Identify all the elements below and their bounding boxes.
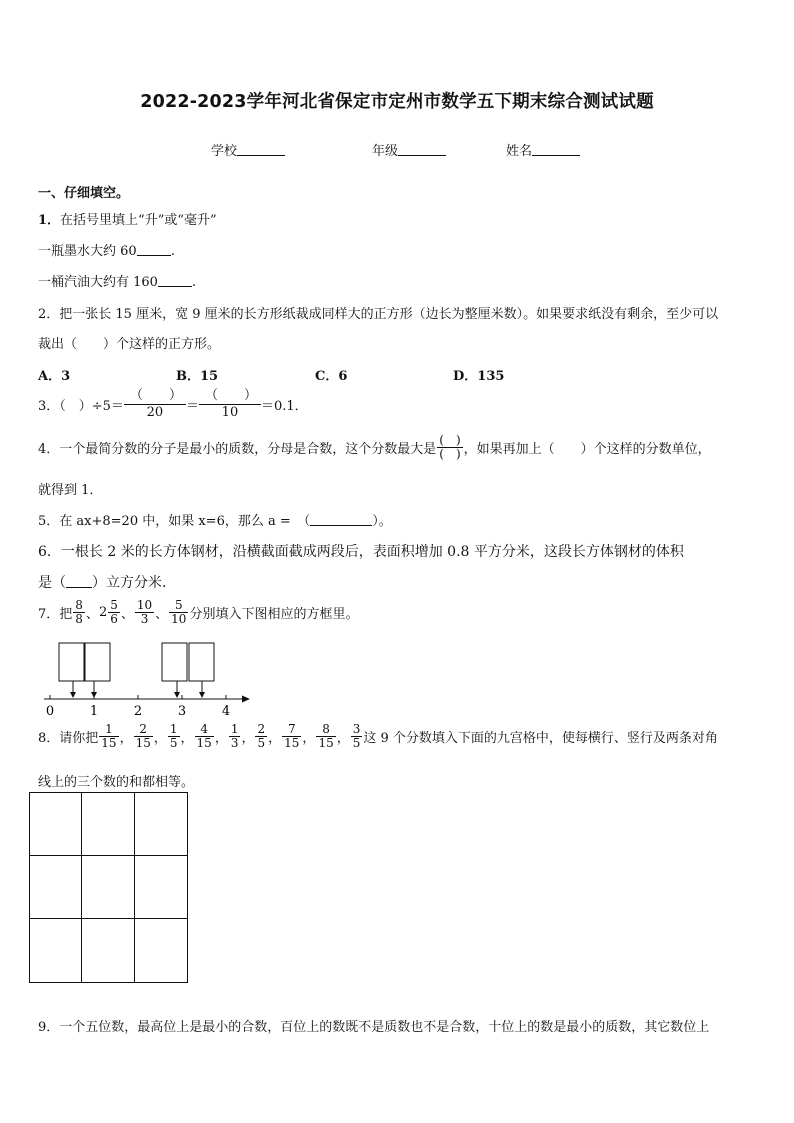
answer-blank [137,244,171,256]
fraction-numerator: 4 [195,723,214,737]
mixed-whole: 2 [98,604,108,620]
separator: ， [302,730,316,746]
option-b: B．15 [176,369,219,384]
fraction-numerator: 1 [230,722,239,736]
answer-box [59,643,84,681]
fraction-denominator: 3 [230,735,239,750]
answer-box [162,643,187,681]
fraction-numerator: 2 [257,722,266,736]
question-text: 在括号里填上“升”或“毫升” [60,213,217,228]
separator: ， [180,730,194,746]
tick-label: 2 [133,704,143,719]
fraction-denominator: 15 [135,735,151,750]
question-6-line2 [38,572,166,592]
question-1a [38,240,175,259]
fraction [99,723,118,749]
answer-box [85,643,110,681]
fraction-numerator: 3 [352,722,361,736]
fraction [199,388,261,422]
fraction [282,723,301,749]
fraction-denominator: 5 [169,735,178,750]
question-text: ）立方分米. [92,575,167,591]
grade-field [372,140,446,159]
question-number: 1． [38,213,61,228]
fraction [437,434,462,460]
grid-cell[interactable] [135,919,187,982]
question-text: ）。 [372,514,392,529]
question-3 [38,388,308,422]
fraction-numerator: 5 [169,599,188,613]
grade-label: 年级 [372,144,399,159]
fraction [124,388,186,422]
grid-cell[interactable] [135,793,187,856]
separator: ， [153,730,167,746]
arrow-head [70,692,76,698]
separator: 、 [120,606,134,622]
arrow-head [174,692,180,698]
axis-arrow-head [242,696,250,703]
fraction [316,723,335,749]
fraction [169,599,188,625]
grid-cell[interactable] [30,919,82,982]
fraction-denominator: 5 [257,735,266,750]
equals-sign: ＝ [185,399,199,415]
number-line-figure [38,640,258,720]
grid-cell[interactable] [82,856,134,919]
question-text: 一瓶墨水大约 60 [38,244,137,259]
grid-cell[interactable] [30,856,82,919]
punct: . [170,244,175,259]
fraction-numerator: 1 [99,723,118,737]
fraction [108,599,120,625]
separator: ， [214,730,228,746]
fraction-numerator: 8 [75,598,83,612]
question-text: ＝0.1． [260,399,308,415]
fraction-numerator: ( ) [439,433,461,447]
fraction-denominator: 6 [110,611,118,626]
section-heading: 一、仔细填空。 [38,186,130,201]
option-a: A．3 [38,369,71,384]
school-label: 学校 [211,144,238,159]
nine-grid [29,792,188,983]
fraction-denominator: 10 [221,405,239,421]
question-text: 3．（ ）÷5＝ [38,399,124,415]
question-text: ，如果再加上（ ）个这样的分数单位， [463,441,711,457]
fraction [351,723,363,749]
name-blank [532,143,580,156]
fraction-numerator: 10 [136,598,153,612]
fraction-denominator: 8 [75,611,83,626]
fraction [195,723,214,749]
fraction-numerator: 2 [134,723,153,737]
grid-cell[interactable] [82,793,134,856]
question-6-line1: 6．一根长 2 米的长方体钢材，沿横截面截成两段后，表面积增加 0.8 平方分米，这段长方体钢材的体积 [38,544,684,560]
fraction-numerator: （ ） [124,388,186,405]
page-title: 2022-2023学年河北省保定市定州市数学五下期末综合测试试题 [140,92,654,112]
fraction-denominator: 20 [146,405,164,421]
fraction-numerator: （ ） [199,388,261,405]
fraction [135,599,154,625]
fraction-denominator: 5 [352,735,361,750]
question-text: 这 9 个分数填入下面的九宫格中，使每横行、竖行及两条对角 [363,730,718,746]
question-7 [38,599,358,625]
fraction [229,723,241,749]
separator: ， [119,730,133,746]
grid-cell[interactable] [135,856,187,919]
fraction [134,723,153,749]
grid-cell[interactable] [30,793,82,856]
fraction [73,599,85,625]
question-1 [38,209,217,228]
option-c: C．6 [315,369,348,384]
punct: . [191,275,197,290]
name-label: 姓名 [506,144,533,159]
separator: 、 [155,606,169,622]
fraction [168,723,180,749]
question-text: 一桶汽油大约有 160 [38,275,158,290]
separator: ， [268,730,282,746]
fraction-numerator: 8 [316,723,335,737]
grade-blank [398,143,446,156]
question-text: 5．在 ax+8=20 中，如果 x=6，那么 a = （ [38,514,311,529]
fraction-denominator: 10 [171,611,187,626]
school-blank [237,143,285,156]
arrow-head [199,692,205,698]
tick-label: 0 [45,704,55,719]
fraction-numerator: 7 [282,723,301,737]
question-2-line2: 裁出（ ）个这样的正方形。 [38,337,221,352]
tick-label: 1 [89,704,99,719]
fraction [255,723,267,749]
separator: ， [241,730,255,746]
answer-box [189,643,214,681]
fraction-denominator: 3 [140,611,149,626]
fraction-numerator: 5 [110,598,118,612]
fraction-denominator: ( ) [439,446,461,461]
separator: 、 [85,606,99,622]
question-5 [38,510,392,529]
option-d: D．135 [453,369,505,384]
question-1b [38,271,196,290]
fraction-denominator: 15 [196,735,212,750]
answer-blank [66,576,92,588]
question-4-line1 [38,434,711,460]
answer-blank [158,275,192,287]
separator: ， [336,730,350,746]
answer-blank [310,514,372,526]
fraction-numerator: 1 [169,722,178,736]
question-text: 是（ [38,575,66,591]
fraction-denominator: 15 [284,735,300,750]
school-field [211,140,285,159]
question-8-line1 [38,723,718,749]
fraction-denominator: 15 [101,735,117,750]
tick-label: 4 [221,704,231,719]
name-field [506,140,580,159]
question-4-line2: 就得到 1． [38,483,103,498]
question-9: 9．一个五位数，最高位上是最小的合数，百位上的数既不是质数也不是合数，十位上的数是最小的质数，其它数位上 [38,1020,710,1035]
grid-cell[interactable] [82,919,134,982]
question-2-line1: 2．把一张长 15 厘米，宽 9 厘米的长方形纸裁成同样大的正方形（边长为整厘米数）。如果要求纸没有剩余，至少可以 [38,307,719,322]
question-text: 分别填入下图相应的方框里。 [189,606,359,622]
question-text: 8．请你把 [38,730,99,746]
question-text: 4．一个最简分数的分子是最小的质数，分母是合数，这个分数最大是 [38,441,437,457]
question-text: 7．把 [38,606,73,622]
tick-label: 3 [177,704,187,719]
fraction-denominator: 15 [318,735,334,750]
question-8-line2: 线上的三个数的和都相等。 [38,775,195,790]
